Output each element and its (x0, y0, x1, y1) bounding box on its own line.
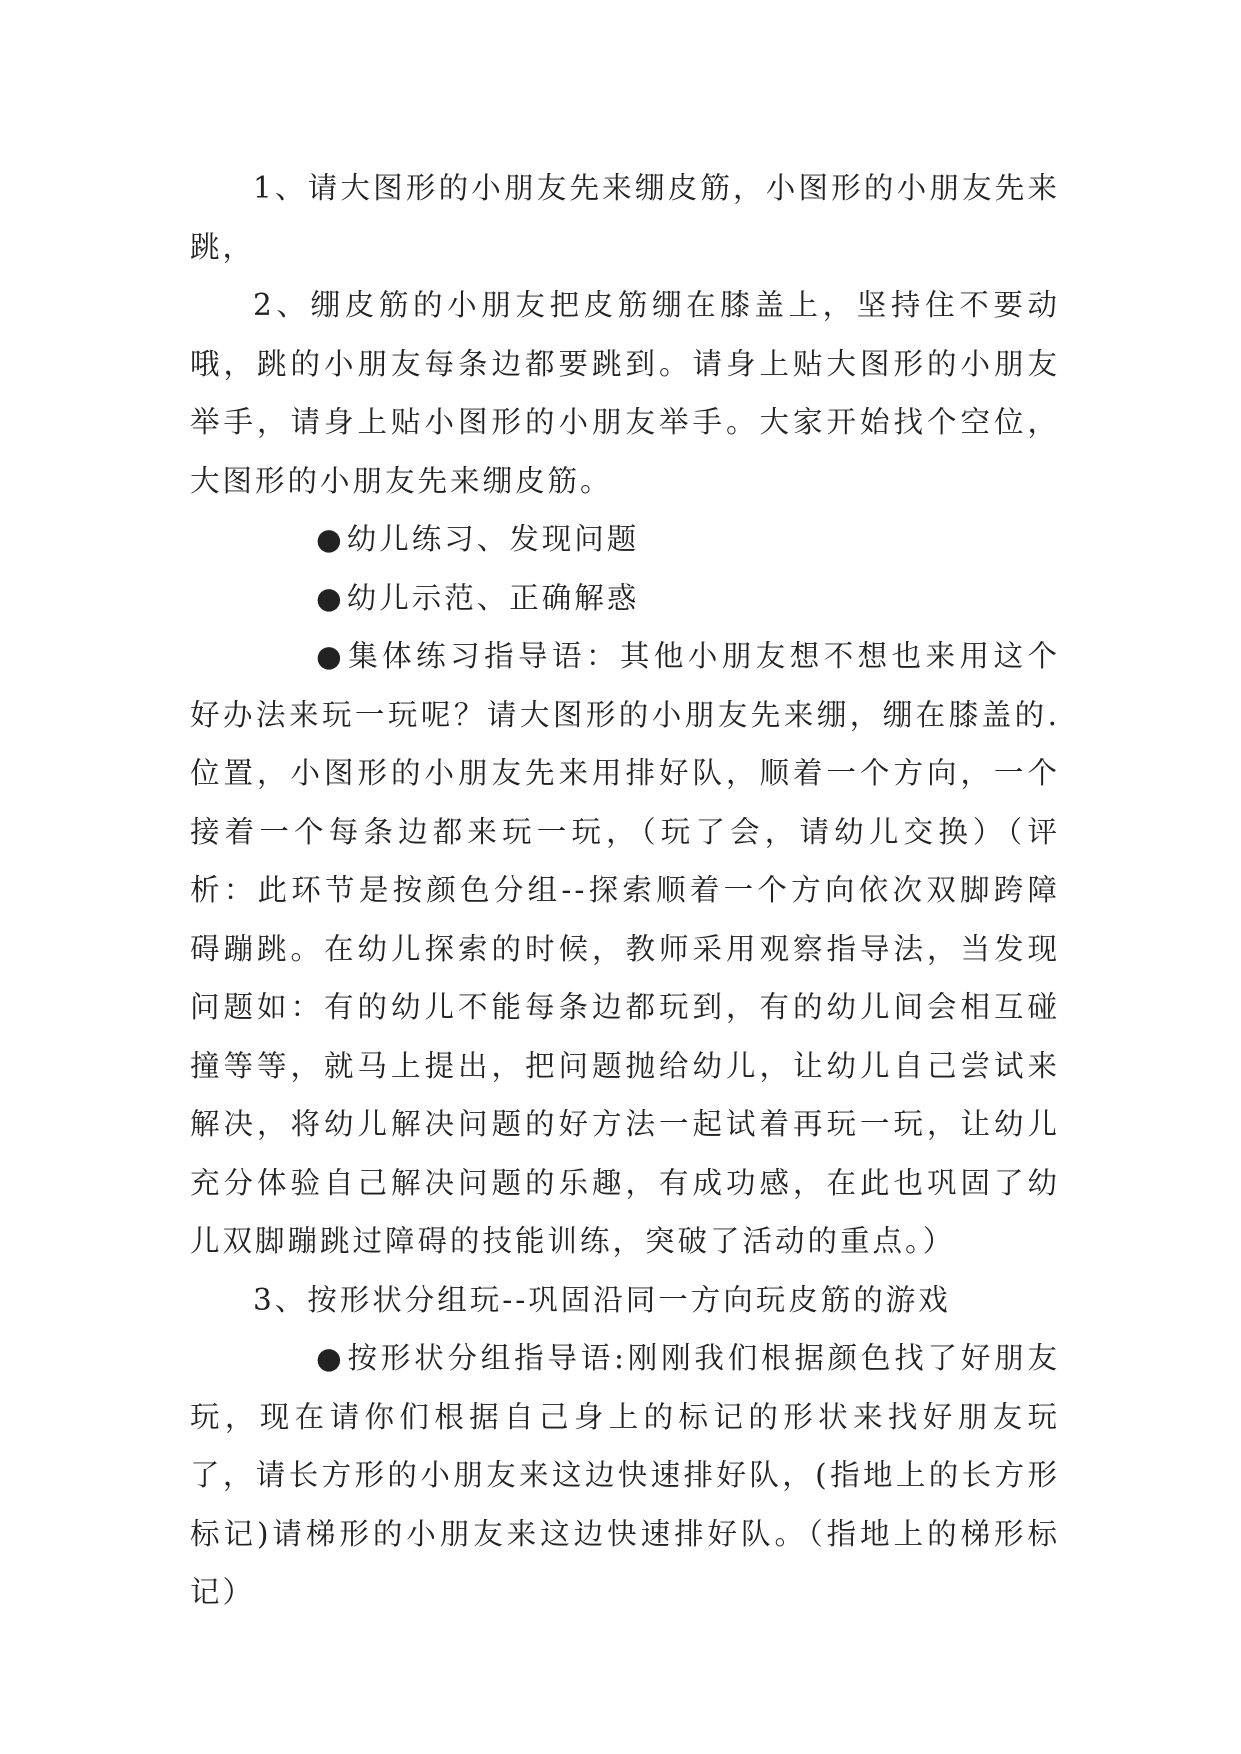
bullet-icon: ● (316, 639, 345, 673)
paragraph-text: 按形状分组指导语:刚刚我们根据颜色找了好朋友玩，现在请你们根据自己身上的标记的形状来找好朋友玩了，请长方形的小朋友来这边快速排好队，(指地上的长方形标记)请梯形的小朋友来这边快速排好队。（指地上的梯形标记） (190, 1341, 1060, 1609)
paragraph-text: 幼儿示范、正确解惑 (346, 580, 640, 615)
paragraph-text: 3、按形状分组玩--巩固沿同一方向玩皮筋的游戏 (253, 1282, 951, 1317)
document-page (190, 159, 1060, 1622)
paragraph-step-2 (190, 276, 1060, 510)
bullet-icon: ● (316, 580, 345, 615)
paragraph-text: 集体练习指导语：其他小朋友想不想也来用这个好办法来玩一玩呢？请大图形的小朋友先来绷，绷在膝盖的.位置，小图形的小朋友先来用排好队，顺着一个方向，一个接着一个每条边都来玩一玩，（玩了会，请幼儿交换）（评析：此环节是按颜色分组--探索顺着一个方向依次双脚跨障碍蹦跳。在幼儿探索的时候，教师采用观察指导法，当发现问题如：有的幼儿不能每条边都玩到，有的幼儿间会相互碰撞等等，就马上提出，把问题抛给幼儿，让幼儿自己尝试来解决，将幼儿解决问题的好方法一起试着再玩一玩，让幼儿充分体验自己解决问题的乐趣，有成功感，在此也巩固了幼儿双脚蹦跳过障碍的技能训练，突破了活动的重点。） (190, 639, 1060, 1258)
bullet-demonstration (190, 569, 1060, 628)
paragraph-text: 2、绷皮筋的小朋友把皮筋绷在膝盖上，坚持住不要动哦，跳的小朋友每条边都要跳到。请身上贴大图形的小朋友举手，请身上贴小图形的小朋友举手。大家开始找个空位，大图形的小朋友先来绷皮筋。 (190, 288, 1060, 498)
paragraph-text: 1、请大图形的小朋友先来绷皮筋，小图形的小朋友先来跳， (190, 171, 1060, 264)
bullet-shape-grouping (190, 1329, 1060, 1622)
bullet-icon: ● (316, 1341, 345, 1375)
bullet-practice (190, 510, 1060, 569)
bullet-icon: ● (316, 522, 345, 556)
paragraph-step-3 (190, 1271, 1060, 1330)
bullet-group-practice (190, 627, 1060, 1271)
paragraph-text: 幼儿练习、发现问题 (346, 522, 640, 556)
paragraph-step-1 (190, 159, 1060, 276)
